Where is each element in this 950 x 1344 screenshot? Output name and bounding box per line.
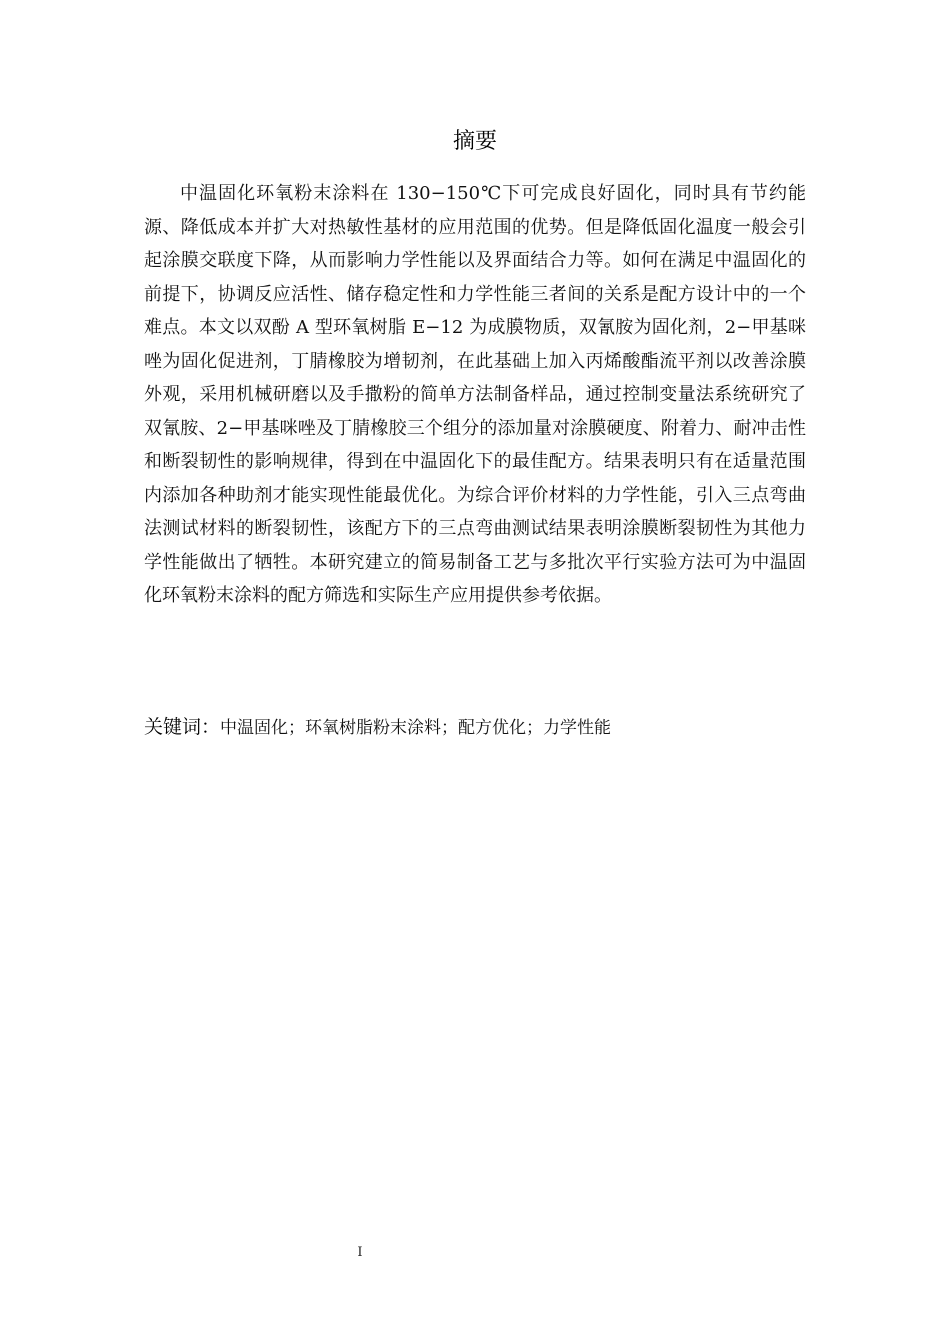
keywords-values: 中温固化；环氧树脂粉末涂料；配方优化；力学性能 bbox=[220, 718, 612, 738]
keywords-label: 关键词： bbox=[144, 716, 221, 738]
keywords-line bbox=[144, 711, 806, 744]
page-title: 摘要 bbox=[452, 129, 497, 154]
page-number: I bbox=[357, 1245, 363, 1260]
abstract-paragraph: 中温固化环氧粉末涂料在 130−150℃下可完成良好固化，同时具有节约能源、降低成本并扩大对热敏性基材的应用范围的优势。但是降低固化温度一般会引起涂膜交联度下降，从而影响力学性能以及界面结合力等。如何在满足中温固化的前提下，协调反应活性、储存稳定性和力学性能三者间的关系是配方设计中的一个难点。本文以双酚 A 型环氧树脂 E−12 为成膜物质，双氰胺为固化剂，2−甲基咪唑为固化促进剂，丁腈橡胶为增韧剂，在此基础上加入丙烯酸酯流平剂以改善涂膜外观，采用机械研磨以及手撒粉的简单方法制备样品，通过控制变量法系统研究了双氰胺、2−甲基咪唑及丁腈橡胶三个组分的添加量对涂膜硬度、附着力、耐冲击性和断裂韧性的影响规律，得到在中温固化下的最佳配方。结果表明只有在适量范围内添加各种助剂才能实现性能最优化。为综合评价材料的力学性能，引入三点弯曲法测试材料的断裂韧性，该配方下的三点弯曲测试结果表明涂膜断裂韧性为其他力学性能做出了牺牲。本研究建立的简易制备工艺与多批次平行实验方法可为中温固化环氧粉末涂料的配方筛选和实际生产应用提供参考依据。 bbox=[144, 183, 806, 606]
